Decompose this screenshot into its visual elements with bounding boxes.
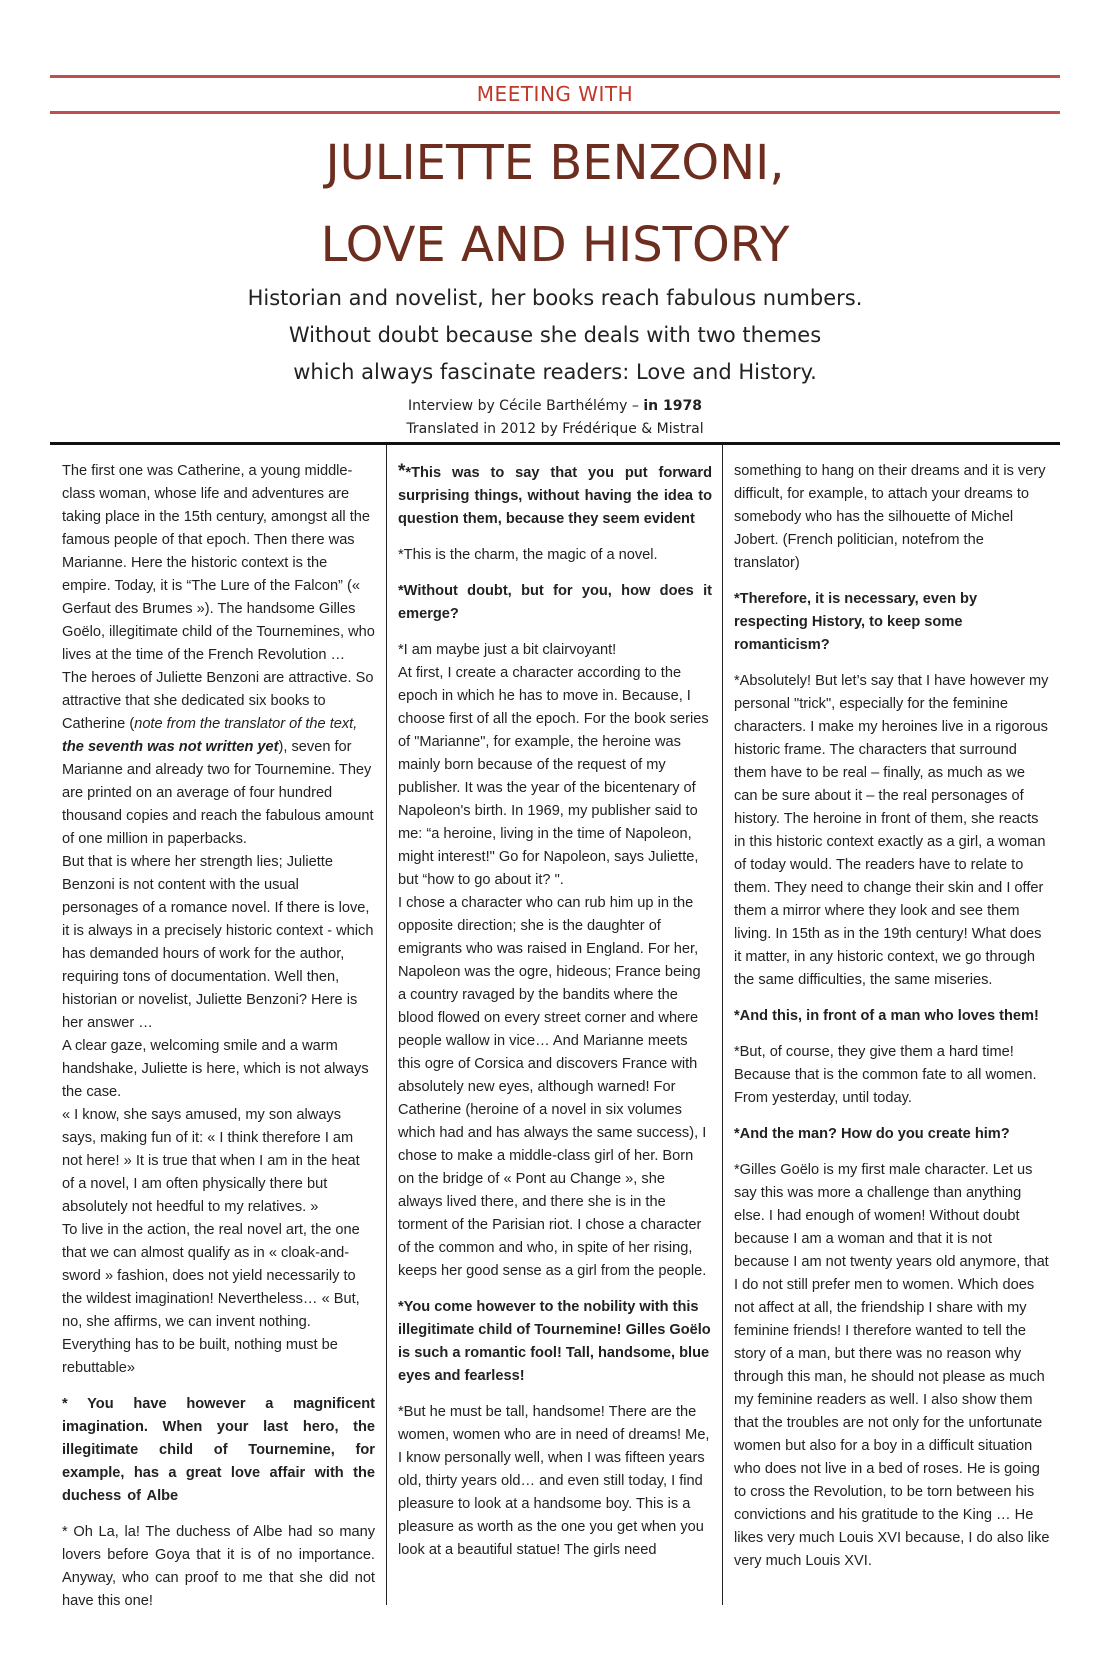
interview-question: **This was to say that you put forward surprising things, without having the idea to question them, because they seem evident (398, 461, 712, 527)
article-subtitle (50, 280, 1060, 391)
column-divider-1 (386, 445, 387, 1605)
article-title (50, 122, 1060, 286)
paragraph-text: ), seven for Marianne and already two for Tournemine. They are printed on an average of four hundred thousand copies and reach the fabulous amount of one million in paperbacks. (62, 739, 374, 847)
interview-answer: *Gilles Goëlo is my first male character. Let us say this was more a challenge than anything else. I had enough of women! Without doubt because I am a woman and that it is not because I am not twenty years old anymore, that I do not still prefer men to women. Which does not affect at all, the friendship I share with my feminine friends! I therefore wanted to tell the story of a man, but there was no reason why through this man, he should not please as much my feminine readers as well. I also show them that the troubles are not only for the unfortunate women but also for a boy in a difficult situation who does not live in a bed of roses. He is going to cross the Revolution, to be torn between his convictions and his gratitude to the King … He likes very much Louis XVI because, I do also like very much Louis XVI. (734, 1162, 1050, 1569)
paragraph: To live in the action, the real novel art, the one that we can almost qualify as in « cloak-and-sword » fashion, does not yield necessarily to the wildest imagination! Nevertheless… « But, no, she affirms, we can invent nothing. Everything has to be built, nothing must be rebuttable» (62, 1222, 360, 1376)
interview-answer: I chose a character who can rub him up in the opposite direction; she is the daughter of emigrants who was raised in England. For her, Napoleon was the ogre, hideous; France being a country ravaged by the bandits where the blood flowed on every street corner and where people wallow in vice… And Marianne meets this ogre of Corsica and discovers France with absolutely new eyes, although warned! For Catherine (heroine of a novel in six volumes which had and has always the same success), I chose to make a middle-class girl of her. Born on the bridge of « Pont au Change », she always lived there, and there she is in the torment of the Parisian riot. I chose a character of the common and who, in spite of her rising, keeps her good sense as a girl from the people. (398, 895, 707, 1279)
title-line-2: LOVE AND HISTORY (320, 217, 790, 273)
interview-question: *Without doubt, but for you, how does it emerge? (398, 583, 712, 622)
interview-answer: *I am maybe just a bit clairvoyant! (398, 642, 617, 658)
header-rule-top (50, 75, 1060, 78)
column-1 (62, 460, 375, 1613)
interview-question: *Therefore, it is necessary, even by respecting History, to keep some romanticism? (734, 591, 978, 653)
column-divider-2 (722, 445, 723, 1605)
interview-credit (50, 395, 1060, 418)
interview-answer: *This is the charm, the magic of a novel. (398, 547, 658, 563)
interview-question: *You come however to the nobility with this illegitimate child of Tournemine! Gilles Goëlo is such a romantic fool! Tall, handsome, blue eyes and fearless! (398, 1299, 711, 1384)
subtitle-line-3: which always fascinate readers: Love and History. (293, 360, 817, 384)
kicker: MEETING WITH (476, 82, 634, 106)
paragraph: The first one was Catherine, a young middle-class woman, whose life and adventures are taking place in the 15th century, amongst all the famous people of that epoch. Then there was Marianne. Here the historic context is the empire. Today, it is “The Lure of the Falcon” (« Gerfaut des Brumes »). The handsome Gilles Goëlo, illegitimate child of the Tournemines, who lives at the time of the French Revolution … (62, 463, 375, 663)
subtitle-line-2: Without doubt because she deals with two themes (288, 323, 822, 347)
paragraph-text: The heroes of Juliette Benzoni are attractive. So attractive that she dedicated six books to Catherine ( (62, 670, 374, 732)
header-rule-middle (50, 111, 1060, 114)
translator-note-emphasis: the seventh was not written yet (62, 739, 279, 755)
paragraph: « I know, she says amused, my son always says, making fun of it: « I think therefore I am not here! » It is true that when I am in the heat of a novel, I am often physically there but absolutely not heedful to my relatives. » (62, 1107, 360, 1215)
question-text: *This was to say that you put forward surprising things, without having the idea to question them, because they seem evident (398, 465, 712, 527)
paragraph: But that is where her strength lies; Juliette Benzoni is not content with the usual personages of a romance novel. If there is love, it is always in a precisely historic context - which has demanded hours of work for the author, requiring tons of documentation. Well then, historian or novelist, Juliette Benzoni? Here is her answer … (62, 854, 374, 1031)
article-credits (50, 395, 1060, 441)
paragraph (62, 667, 375, 851)
column-2 (398, 460, 712, 1562)
interview-question: *And this, in front of a man who loves them! (734, 1008, 1039, 1024)
interview-credit-text: Interview by Cécile Barthélémy – (408, 398, 644, 414)
interview-question: * You have however a magnificent imagination. When your last hero, the illegitimate child of Tournemine, for example, has a great love affair with the duchess of Albe (62, 1396, 375, 1504)
subtitle-line-1: Historian and novelist, her books reach fabulous numbers. (247, 286, 863, 310)
interview-year: in 1978 (643, 398, 702, 414)
interview-answer: *But, of course, they give them a hard time! Because that is the common fate to all women. From yesterday, until today. (734, 1044, 1037, 1106)
interview-answer: * Oh La, la! The duchess of Albe had so many lovers before Goya that it is of no importance. Anyway, who can proof to me that she did not have this one! (62, 1524, 375, 1609)
column-3 (734, 460, 1050, 1573)
interview-answer: At first, I create a character according to the epoch in which he has to move in. Because, I choose first of all the epoch. For the book series of "Marianne", for example, the heroine was mainly born because of the request of my publisher. It was the year of the bicentenary of Napoleon's birth. In 1969, my publisher said to me: “a heroine, living in the time of Napoleon, might interest!" Go for Napoleon, says Juliette, but “how to go about it? ". (398, 665, 709, 888)
translation-credit: Translated in 2012 by Frédérique & Mistral (406, 421, 704, 437)
interview-question: *And the man? How do you create him? (734, 1126, 1010, 1142)
title-line-1: JULIETTE BENZONI, (325, 135, 785, 191)
interview-answer: *But he must be tall, handsome! There are the women, women who are in need of dreams! Me, I know personally well, when I was fifteen years old, thirty years old… and even still today, I find pleasure to look at a handsome boy. This is a pleasure as worth as the one you get when you look at a beautiful statue! The girls need (398, 1404, 710, 1558)
interview-answer: *Absolutely! But let’s say that I have however my personal "trick", especially for the feminine characters. I make my heroines live in a rigorous historic frame. The characters that surround them have to be real – finally, as much as we can be sure about it – the real personages of history. The heroine in front of them, she reacts in this historic context exactly as a girl, a woman of today would. The readers have to relate to them. They need to change their skin and I offer them a mirror where they look and see them living. In 15th as in the 19th century! What does it matter, in any historic context, we go through the same difficulties, the same miseries. (734, 673, 1049, 988)
paragraph: A clear gaze, welcoming smile and a warm handshake, Juliette is here, which is not always the case. (62, 1038, 369, 1100)
header-rule-bottom (50, 442, 1060, 445)
paragraph: something to hang on their dreams and it is very difficult, for example, to attach your dreams to somebody who has the silhouette of Michel Jobert. (French politician, notefrom the translator) (734, 463, 1046, 571)
translator-note: note from the translator of the text, (134, 716, 358, 732)
